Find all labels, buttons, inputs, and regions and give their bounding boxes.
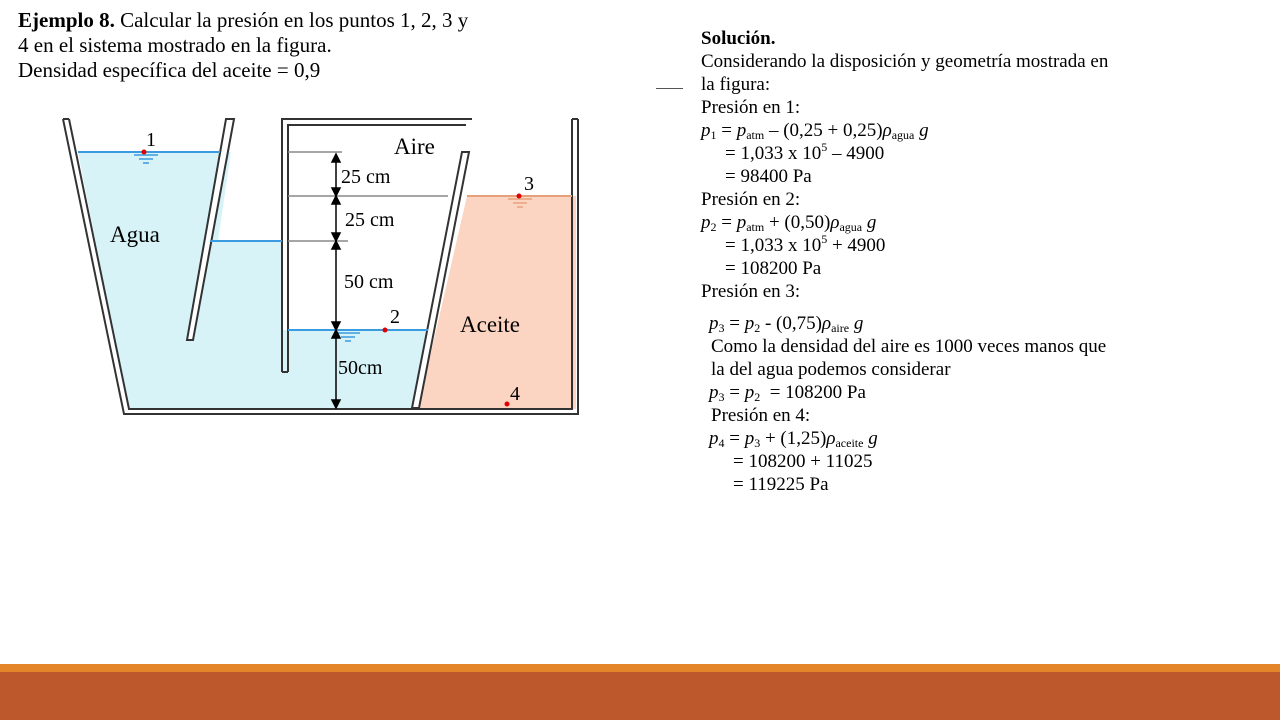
problem-line-2: 4 en el sistema mostrado en la figura. (18, 33, 332, 57)
divider-dash (656, 88, 683, 89)
label-aire: Aire (394, 134, 435, 159)
solution-intro-2: la figura: (701, 74, 771, 95)
note-line-1: Como la densidad del aire es 1000 veces manos que (711, 336, 1107, 357)
equation-p2-result: = 108200 Pa (725, 258, 822, 279)
heading-p3: Presión en 3: (701, 281, 801, 302)
equation-p1-result: = 98400 Pa (725, 166, 812, 187)
heading-p2: Presión en 2: (701, 189, 801, 210)
equation-p3: $p_3 = p_2 - (0,75)\rho_{aire}$ g (709, 313, 864, 335)
example-label: Ejemplo 8. (18, 8, 115, 32)
equation-p4: $p_4 = p_3 + (1,25)\rho_{aceite}$ g (709, 428, 878, 450)
footer-accent-stripe (0, 664, 1280, 672)
point-4-dot (505, 402, 510, 407)
label-point-1: 1 (146, 129, 156, 151)
equation-p3-simplified: $p_3 = p_2 = 108200$ Pa (709, 382, 866, 404)
note-line-2: la del agua podemos considerar (711, 359, 951, 380)
problem-statement (18, 8, 643, 83)
point-3-dot (517, 194, 522, 199)
solution-block (701, 27, 1261, 496)
point-2-dot (383, 328, 388, 333)
equation-p1: $p_1 = p_{atm} - (0,25 + 0,25)\rho_{agua}$ g (701, 120, 929, 142)
label-aceite: Aceite (460, 312, 521, 337)
equation-p4-line2: = 108200 + 11025 (733, 451, 873, 472)
equation-p1-line2: = 1,033 x $10^5 - 4900$ (725, 140, 885, 164)
dim-label-1: 25 cm (341, 166, 391, 188)
solution-title: Solución. (701, 28, 776, 49)
problem-line-3: Densidad específica del aceite = 0,9 (18, 58, 321, 82)
label-point-4: 4 (510, 383, 520, 405)
solution-intro-1: Considerando la disposición y geometría mostrada en (701, 51, 1109, 72)
label-point-3: 3 (524, 173, 534, 195)
heading-p4: Presión en 4: (711, 405, 811, 426)
label-point-2: 2 (390, 306, 400, 328)
tank-diagram (38, 104, 598, 426)
label-agua: Agua (110, 222, 160, 247)
equation-p4-result: = 119225 Pa (733, 474, 829, 495)
dim-label-3: 50 cm (344, 271, 394, 293)
footer-band (0, 672, 1280, 720)
heading-p1: Presión en 1: (701, 97, 801, 118)
tank-diagram-svg (38, 104, 598, 426)
dim-label-2: 25 cm (345, 209, 395, 231)
equation-p2-line2: = 1,033 x $10^5 + 4900$ (725, 232, 886, 256)
problem-line-1: Ejemplo 8. Calcular la presión en los puntos 1, 2, 3 y (18, 8, 469, 32)
equation-p2: $p_2 = p_{atm} + (0,50)\rho_{agua}$ g (701, 212, 877, 234)
dim-label-4: 50cm (338, 357, 383, 379)
